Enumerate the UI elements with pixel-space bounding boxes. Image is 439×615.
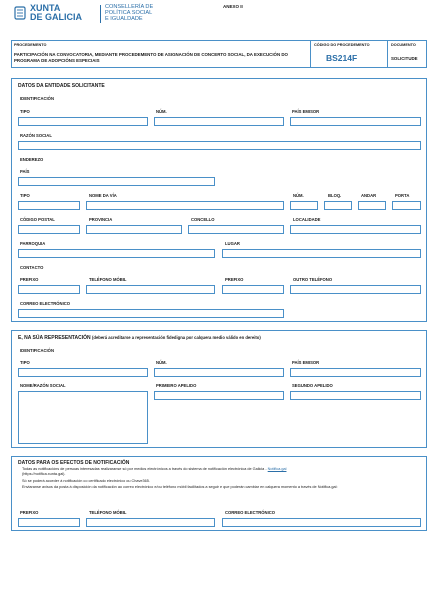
department-line3: E IGUALDADE (105, 16, 143, 22)
entity-tipo-label: TIPO (20, 109, 30, 114)
notif-mobile-label: TELÉFONO MÓBIL (89, 510, 127, 515)
notification-paragraph-2: Só se poderá acceder á notificación co certificado electrónico ou Chave365. (22, 479, 150, 483)
entity-pais-emisor-field[interactable] (290, 117, 421, 126)
rep-pais-emisor-field[interactable] (290, 368, 421, 377)
provincia-label: PROVINCIA (89, 217, 113, 222)
contact-mobile-field[interactable] (86, 285, 215, 294)
localidade-field[interactable] (290, 225, 421, 234)
lugar-field[interactable] (222, 249, 421, 258)
notif-correo-label: CORREO ELECTRÓNICO (225, 510, 276, 515)
lugar-label: LUGAR (225, 241, 240, 246)
razon-social-label: RAZÓN SOCIAL (20, 133, 52, 138)
andar-field[interactable] (358, 201, 386, 210)
entity-tipo-field[interactable] (18, 117, 148, 126)
razon-social-field[interactable] (18, 141, 421, 150)
rep-identification-label: IDENTIFICACIÓN (20, 348, 54, 353)
contact-prefixo2-field[interactable] (222, 285, 284, 294)
entity-correo-field[interactable] (18, 309, 284, 318)
nome-via-field[interactable] (86, 201, 284, 210)
rep-num-field[interactable] (154, 368, 284, 377)
notifica-link[interactable]: Notifica.gal (267, 467, 287, 471)
department-line2: POLÍTICA SOCIAL (105, 10, 153, 16)
rep-segundo-apelido-label: SEGUNDO APELIDO (292, 383, 333, 388)
outro-telefono-label: OUTRO TELÉFONO (293, 277, 333, 282)
notification-paragraph-1 (22, 467, 422, 477)
address-num-field[interactable] (290, 201, 318, 210)
entity-title: DATOS DA ENTIDADE SOLICITANTE (18, 83, 105, 89)
notif-mobile-field[interactable] (86, 518, 215, 527)
bloq-field[interactable] (324, 201, 352, 210)
rep-tipo-field[interactable] (18, 368, 148, 377)
representative-title-note: (deberá acreditarse a representación fidedigna por calquera medio válido en dereito) (92, 335, 261, 340)
notification-p1-text: Todas as notificacións de persoas interesadas realizaranse só por medios electrónicos a través do sistema de notificación electrónica de Galicia - (22, 467, 268, 471)
representative-title-text: E, NA SÚA REPRESENTACIÓN (18, 335, 91, 341)
enderezo-label: ENDEREZO (20, 157, 44, 162)
notification-title: DATOS PARA OS EFECTOS DE NOTIFICACIÓN (18, 460, 130, 466)
procedure-divider-1 (310, 40, 311, 68)
annex-label: ANEXO II (223, 4, 243, 9)
outro-telefono-field[interactable] (290, 285, 421, 294)
entity-correo-label: CORREO ELECTRÓNICO (20, 301, 71, 306)
provincia-field[interactable] (86, 225, 182, 234)
procedure-code: BS214F (326, 53, 358, 63)
porta-label: PORTA (395, 193, 410, 198)
notification-paragraph-3: Enviaranse avisos da posta á disposición da notificación ao correo electrónico e/ou teléfono móbil facilitados a seguir e que poderán cambiar en calquera momento a través de Notifica.gal: (22, 485, 338, 489)
department-line1: CONSELLERÍA DE (105, 4, 154, 10)
rep-pais-emisor-label: PAÍS EMISOR (292, 360, 320, 365)
logo-line1: XUNTA (30, 3, 61, 13)
codigo-postal-label: CÓDIGO POSTAL (20, 217, 55, 222)
notification-p1-url: (https://notifica.xunta.gal). (22, 472, 66, 477)
document-value: SOLICITUDE (391, 56, 418, 61)
entity-num-label: NÚM. (156, 109, 167, 114)
contact-prefixo2-label: PREFIXO (225, 277, 244, 282)
logo-line2: DE GALICIA (30, 12, 83, 22)
contact-prefixo-field[interactable] (18, 285, 80, 294)
concello-label: CONCELLO (191, 217, 215, 222)
pais-field[interactable] (18, 177, 215, 186)
notif-prefixo-label: PREFIXO (20, 510, 39, 515)
rep-segundo-apelido-field[interactable] (290, 391, 421, 400)
procedure-label: PROCEDEMENTO (14, 43, 47, 47)
procedure-code-label: CÓDIGO DO PROCEDEMENTO (314, 43, 370, 47)
bloq-label: BLOQ. (328, 193, 342, 198)
concello-field[interactable] (188, 225, 284, 234)
nome-via-label: NOME DA VÍA (89, 193, 117, 198)
rep-nome-label: NOME/RAZÓN SOCIAL (20, 383, 66, 388)
rep-num-label: NÚM. (156, 360, 167, 365)
rep-tipo-label: TIPO (20, 360, 30, 365)
rep-primeiro-apelido-label: PRIMEIRO APELIDO (156, 383, 197, 388)
contacto-label: CONTACTO (20, 265, 44, 270)
porta-field[interactable] (392, 201, 421, 210)
address-tipo-label: TIPO (20, 193, 30, 198)
rep-nome-field[interactable] (18, 391, 148, 444)
address-num-label: NÚM. (293, 193, 304, 198)
entity-identification-label: IDENTIFICACIÓN (20, 96, 54, 101)
logo-divider (100, 5, 101, 23)
document-label: DOCUMENTO (391, 43, 416, 47)
codigo-postal-field[interactable] (18, 225, 80, 234)
notif-correo-field[interactable] (222, 518, 421, 527)
procedure-text: PARTICIPACIÓN NA CONVOCATORIA, MEDIANTE PROCEDEMENTO DE ASIGNACIÓN DE CONCERTO SOCIAL, DA EXECUCIÓN DO PROGRAMA DE ADOPCIÓNS ESPECIAIS (14, 52, 288, 63)
rep-primeiro-apelido-field[interactable] (154, 391, 284, 400)
procedure-divider-2 (387, 40, 388, 68)
xunta-crest-icon (14, 5, 26, 21)
pais-label: PAÍS (20, 169, 30, 174)
address-tipo-field[interactable] (18, 201, 80, 210)
andar-label: ANDAR (361, 193, 377, 198)
entity-pais-emisor-label: PAÍS EMISOR (292, 109, 320, 114)
notif-prefixo-field[interactable] (18, 518, 80, 527)
contact-prefixo-label: PREFIXO (20, 277, 39, 282)
localidade-label: LOCALIDADE (293, 217, 321, 222)
contact-mobile-label: TELÉFONO MÓBIL (89, 277, 127, 282)
representative-title (18, 335, 261, 341)
parroquia-label: PARROQUIA (20, 241, 46, 246)
parroquia-field[interactable] (18, 249, 215, 258)
entity-num-field[interactable] (154, 117, 284, 126)
